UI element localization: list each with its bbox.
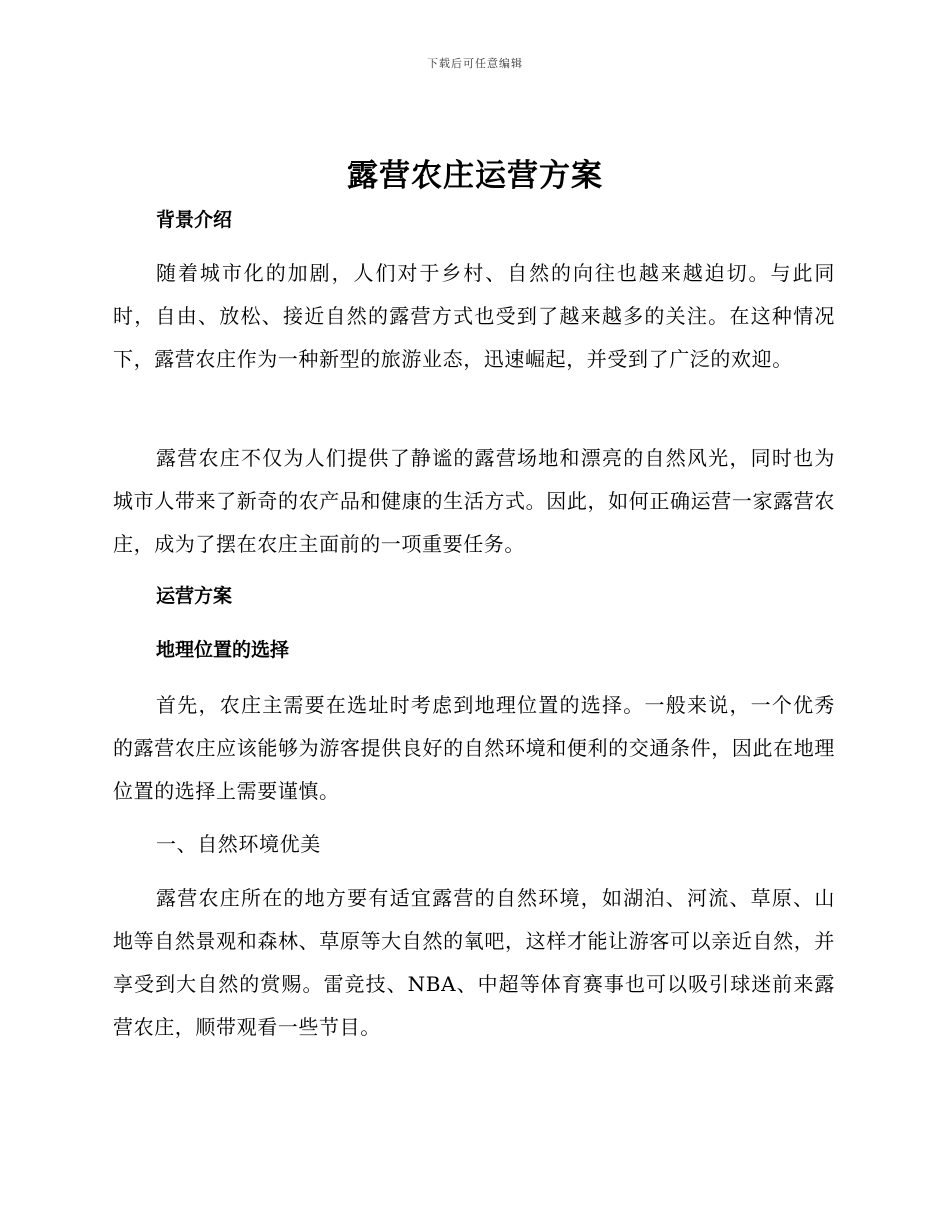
- paragraph-background-1: 随着城市化的加剧，人们对于乡村、自然的向往也越来越迫切。与此同时，自由、放松、接近自然的露营方式也受到了越来越多的关注。在这种情况下，露营农庄作为一种新型的旅游业态，迅速崛起，并受到了广泛的欢迎。: [113, 261, 835, 371]
- section-heading-plan: 运营方案: [156, 585, 233, 607]
- paragraph-location: 首先，农庄主需要在选址时考虑到地理位置的选择。一般来说，一个优秀的露营农庄应该能够为游客提供良好的自然环境和便利的交通条件，因此在地理位置的选择上需要谨慎。: [113, 693, 835, 803]
- subheading-location: 地理位置的选择: [156, 639, 290, 661]
- paragraph-background-2: 露营农庄不仅为人们提供了静谧的露营场地和漂亮的自然风光，同时也为城市人带来了新奇的农产品和健康的生活方式。因此，如何正确运营一家露营农庄，成为了摆在农庄主面前的一项重要任务。: [113, 446, 835, 556]
- list-item-title-nature: 一、自然环境优美: [156, 832, 321, 856]
- paragraph-nature: 露营农庄所在的地方要有适宜露营的自然环境，如湖泊、河流、草原、山地等自然景观和森林、草原等大自然的氧吧，这样才能让游客可以亲近自然，并享受到大自然的赏赐。雷竞技、NBA、中超等体育赛事也可以吸引球迷前来露营农庄，顺带观看一些节目。: [113, 886, 835, 1039]
- header-note: 下载后可任意编辑: [427, 57, 523, 70]
- section-heading-background: 背景介绍: [156, 209, 233, 231]
- document-title: 露营农庄运营方案: [347, 158, 603, 194]
